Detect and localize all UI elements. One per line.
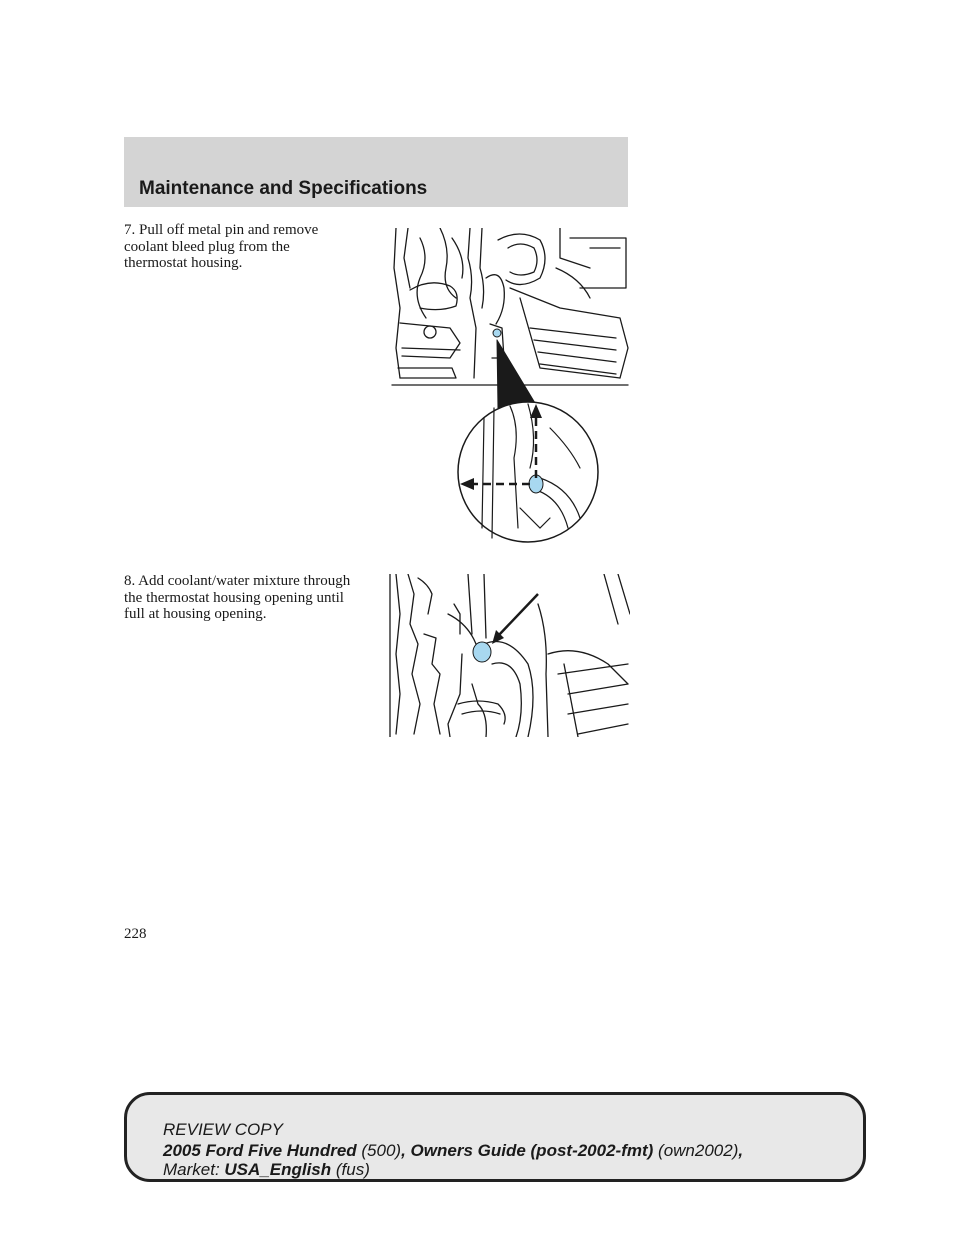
model-name: 2005 Ford Five Hundred [163, 1141, 357, 1160]
market-label: Market: [163, 1160, 225, 1179]
review-copy-box [124, 1092, 866, 1182]
document-info-line [163, 1141, 743, 1161]
housing-opening-highlight [473, 642, 491, 662]
section-title: Maintenance and Specifications [139, 178, 428, 199]
model-code: (500) [356, 1141, 402, 1160]
thermostat-housing-fill-illustration [388, 574, 630, 737]
guide-code: (own2002) [653, 1141, 739, 1160]
market-name: USA_English [224, 1160, 332, 1179]
market-code: (fus) [331, 1160, 370, 1179]
separator: , [401, 1141, 411, 1160]
market-line [163, 1160, 370, 1180]
bleed-plug-highlight [493, 329, 501, 337]
page-number: 228 [124, 926, 147, 942]
review-copy-label: REVIEW COPY [163, 1120, 283, 1139]
step-7-text: 7. Pull off metal pin and remove coolant bleed plug from the thermostat housing. [124, 222, 319, 271]
section-header [124, 137, 628, 207]
step-8-text: 8. Add coolant/water mixture through the thermostat housing opening until full at housing opening. [124, 573, 351, 622]
guide-name: Owners Guide (post-2002-fmt) [410, 1141, 654, 1160]
thermostat-housing-bleed-plug-illustration [390, 228, 630, 544]
separator: , [738, 1141, 744, 1160]
